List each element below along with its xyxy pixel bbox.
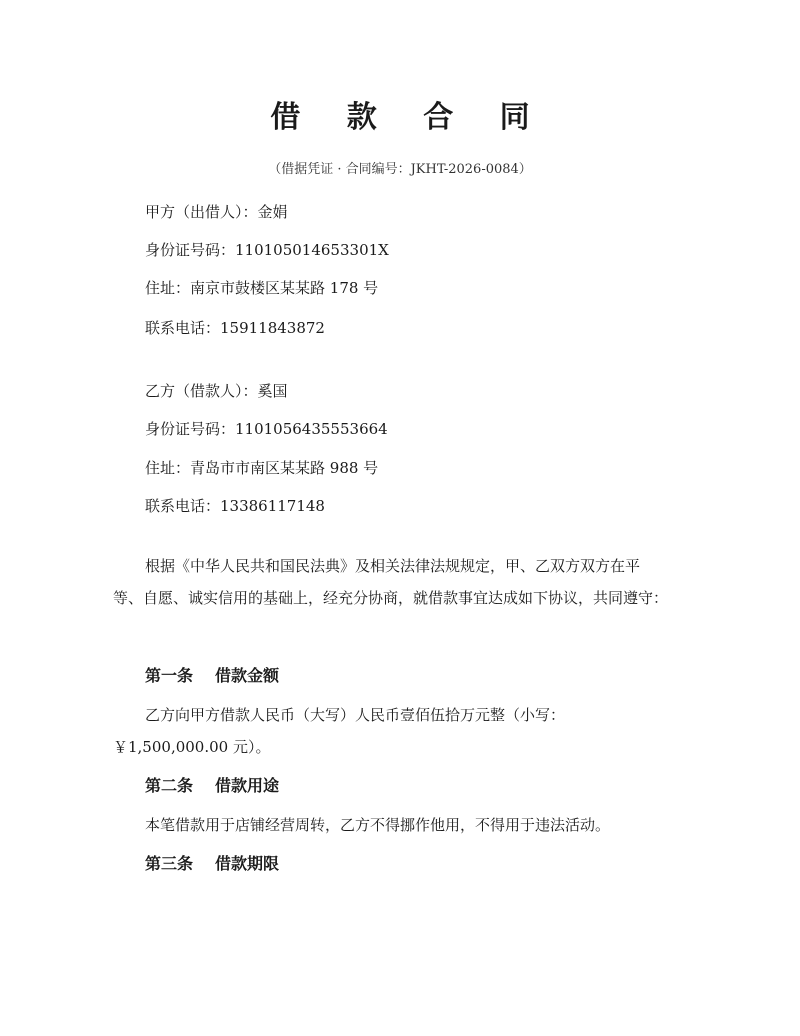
article-1-number: 第一条 — [145, 666, 194, 685]
article-3-heading — [145, 851, 279, 874]
document-title: 借 款 合 同 — [270, 100, 548, 135]
article-1-heading — [145, 663, 279, 686]
article-2-number: 第二条 — [145, 776, 194, 795]
borrower-id-number: 身份证号码：1101056435553664 — [145, 420, 388, 438]
document-subtitle: （借据凭证 · 合同编号：JKHT-2026-0084） — [268, 162, 532, 177]
article-1-body: 乙方向甲方借款人民币（大写）人民币壹佰伍拾万元整（小写：￥1,500,000.00 元）。 — [113, 706, 566, 756]
lender-id-number: 身份证号码：110105014653301X — [145, 241, 389, 259]
lender-phone: 联系电话：15911843872 — [145, 319, 325, 337]
lender-name: 甲方（出借人）：金娟 — [145, 203, 288, 221]
article-2-title: 借款用途 — [215, 776, 280, 795]
preamble-paragraph: 根据《中华人民共和国民法典》及相关法律法规规定，甲、乙双方双方在平等、自愿、诚实信用的基础上，经充分协商，就借款事宜达成如下协议，共同遵守： — [113, 557, 669, 607]
article-3-title: 借款期限 — [215, 854, 280, 873]
article-3-number: 第三条 — [145, 854, 194, 873]
article-2-body: 本笔借款用于店铺经营周转，乙方不得挪作他用，不得用于违法活动。 — [145, 816, 611, 834]
borrower-phone: 联系电话：13386117148 — [145, 497, 325, 515]
lender-address: 住址：南京市鼓楼区某某路 178 号 — [145, 279, 379, 297]
article-1-title: 借款金额 — [215, 666, 280, 685]
borrower-address: 住址：青岛市市南区某某路 988 号 — [145, 459, 379, 477]
borrower-name: 乙方（借款人）：奚国 — [145, 382, 288, 400]
article-2-heading — [145, 773, 279, 796]
